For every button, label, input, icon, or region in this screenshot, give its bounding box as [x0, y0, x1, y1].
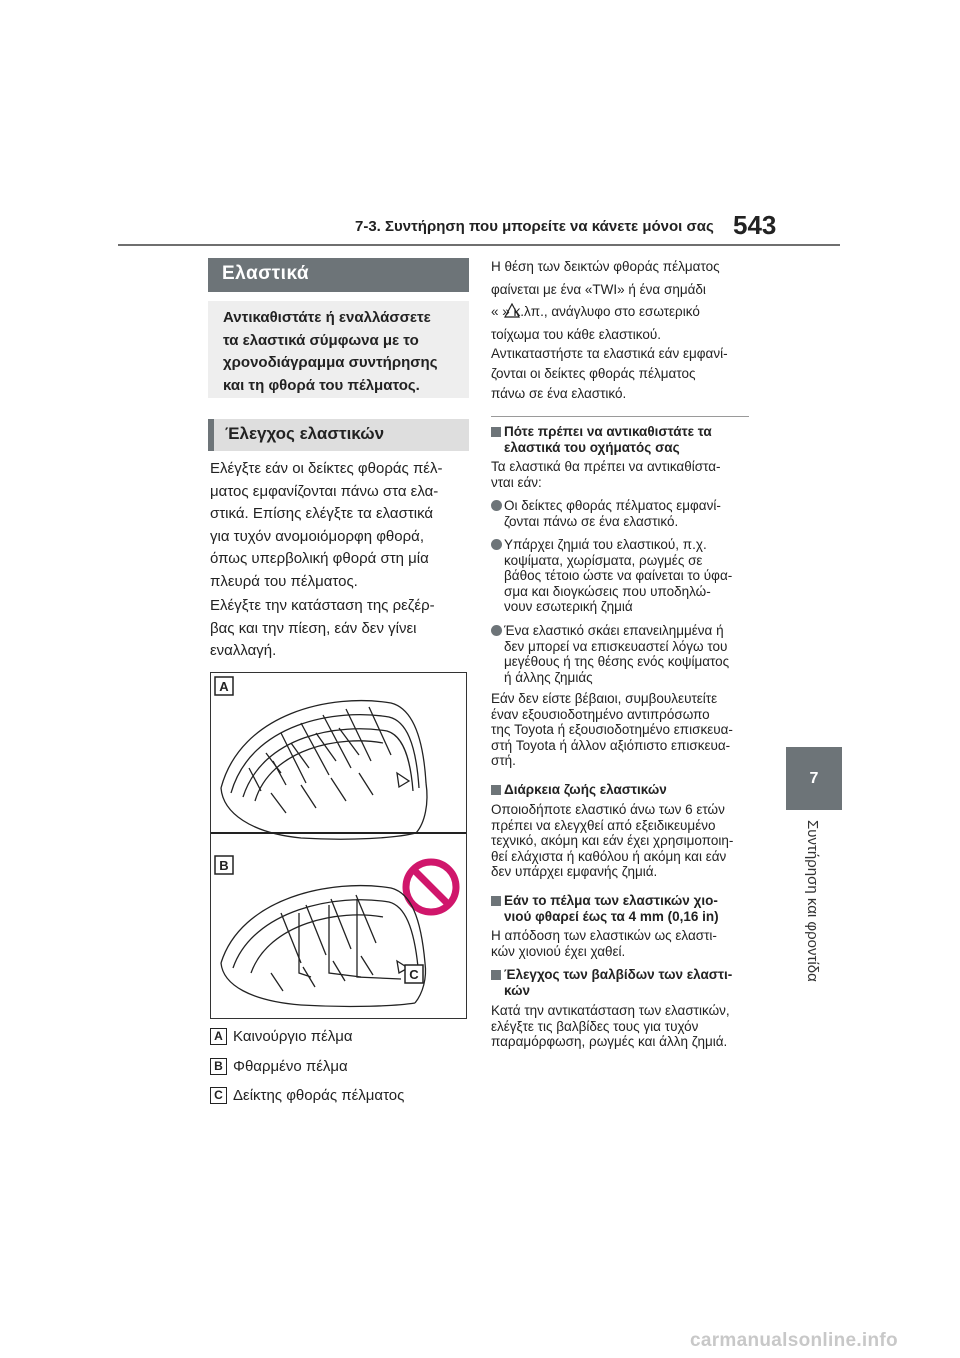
chapter-tab: [786, 747, 842, 810]
snow-tire-paragraph: [491, 928, 753, 959]
text-line: στή Toyota ή άλλον αξιόπιστο επισκευα-: [491, 737, 731, 753]
text-line: Η απόδοση των ελαστικών ως ελαστι-: [491, 928, 717, 943]
text-line: εναλλαγή.: [210, 642, 277, 659]
text-line: Ένα ελαστικό σκάει επανειλημμένα ή: [504, 623, 724, 638]
round-bullet-icon: [491, 625, 502, 636]
indicator-intro: [491, 257, 753, 403]
text-line: Οι δείκτες φθοράς πέλματος εμφανί-: [504, 498, 721, 513]
chapter-label: [797, 820, 831, 1010]
summary-line: χρονοδιάγραμμα συντήρησης: [223, 354, 438, 371]
header-divider: [118, 244, 840, 246]
text-line: ή άλλης ζημιάς: [504, 669, 593, 685]
text-line: παραμόρφωση, ρωγμές και άλλη ζημιά.: [491, 1034, 728, 1049]
text-line: βας και την πίεση, εάν δεν γίνει: [210, 619, 417, 637]
text-line: ελέγξτε τις βαλβίδες τους για τυχόν: [491, 1018, 699, 1034]
round-bullet-icon: [491, 539, 502, 550]
heading-line: Πότε πρέπει να αντικαθιστάτε τα: [504, 424, 712, 439]
heading-line: Έλεγχος των βαλβίδων των ελαστι-: [504, 967, 733, 982]
text-line: της Toyota ή εξουσιοδοτημένο επισκευα-: [491, 722, 733, 737]
text-line: πρέπει να ελεγχθεί από εξειδικευμένο: [491, 817, 716, 833]
text-line: Η θέση των δεικτών φθοράς πέλματος: [491, 259, 720, 274]
legend-letter: B: [210, 1058, 227, 1075]
text-line: πλευρά του πέλματος.: [210, 572, 358, 590]
label-a: A: [219, 679, 229, 694]
valve-check-paragraph: [491, 1003, 753, 1050]
prohibited-icon: [406, 862, 456, 912]
tire-life-paragraph: [491, 802, 753, 880]
text-line: Ελέγξτε την κατάσταση της ρεζέρ-: [210, 597, 435, 614]
summary-line: τα ελαστικά σύμφωνα με το: [223, 331, 419, 349]
text-line: σμα και διογκώσεις που υποδηλώ-: [504, 583, 711, 599]
text-line: έναν εξουσιοδοτημένο αντιπρόσωπο: [491, 706, 710, 722]
text-line: Εάν δεν είστε βέβαιοι, συμβουλευτείτε: [491, 691, 718, 706]
unsure-paragraph: [491, 691, 753, 769]
text-line: ζονται οι δείκτες φθοράς πέλματος: [491, 365, 696, 381]
label-c: C: [409, 967, 419, 982]
spare-paragraph: [210, 595, 472, 663]
text-line: κών χιονιού έχει χαθεί.: [491, 943, 626, 959]
text-line-with-mark: [491, 302, 753, 322]
legend-letter: C: [210, 1087, 227, 1104]
text-line: στικά. Επίσης ελέγξτε τα ελαστικά: [210, 505, 434, 522]
summary-line: και τη φθορά του πέλματος.: [223, 376, 420, 394]
chapter-label-text: Συντήρηση και φροντίδα: [804, 820, 821, 982]
bullet-item: [491, 623, 756, 685]
watermark: carmanualsonline.info: [690, 1330, 898, 1351]
text-line: στή.: [491, 753, 516, 768]
bullet-item: [491, 537, 756, 615]
tire-life-heading: [491, 782, 756, 798]
bullet-item: [491, 498, 756, 529]
text-line: θεί ελάχιστα ή καθόλου ή ακόμη και εάν: [491, 848, 727, 864]
heading-line: Εάν το πέλμα των ελαστικών χιο-: [504, 893, 718, 908]
text-line: νται εάν:: [491, 474, 542, 490]
text-line: για τυχόν ανομοιόμορφη φθορά,: [210, 527, 424, 545]
text-line: Αντικαταστήστε τα ελαστικά εάν εμφανί-: [491, 346, 728, 362]
legend-text: Δείκτης φθοράς πέλματος: [233, 1087, 405, 1104]
text-line: Οποιοδήποτε ελαστικό άνω των 6 ετών: [491, 802, 725, 817]
tread-drawing: [211, 673, 466, 1018]
valve-check-heading: [491, 967, 756, 999]
text-line: Υπάρχει ζημιά του ελαστικού, π.χ.: [504, 537, 707, 552]
legend-item-a: [210, 1028, 353, 1045]
text-line: ματος εμφανίζονται πάνω στα ελα-: [210, 482, 439, 500]
new-tire-drawing: [221, 701, 427, 840]
square-bullet-icon: [491, 896, 501, 906]
summary-box: [208, 301, 469, 398]
tread-illustration: [210, 672, 467, 1019]
triangle-mark-icon: [504, 303, 520, 319]
text-line: νουν εσωτερική ζημιά: [504, 599, 633, 614]
heading-line: ελαστικά του οχήματός σας: [504, 440, 680, 455]
legend-text: Καινούργιο πέλμα: [233, 1028, 353, 1045]
legend-item-c: [210, 1087, 404, 1104]
text-line: δεν μπορεί να επισκευαστεί λόγω του: [504, 638, 728, 654]
text-line: Κατά την αντικατάσταση των ελαστικών,: [491, 1003, 730, 1018]
text-line: φαίνεται με ένα «TWI» ή ένα σημάδι: [491, 281, 706, 297]
page-number: 543: [733, 210, 777, 240]
label-b: B: [219, 858, 229, 873]
twi-marker-a: [397, 773, 409, 787]
text-line: βάθος τέτοιο ώστε να φαίνεται το ύφα-: [504, 568, 733, 583]
text-line: Ελέγξτε εάν οι δείκτες φθοράς πέλ-: [210, 460, 443, 477]
text-line: δεν υπάρχει εμφανής ζημιά.: [491, 864, 658, 879]
chapter-number: 7: [809, 769, 819, 787]
summary-line: Αντικαθιστάτε ή εναλλάσσετε: [223, 309, 431, 326]
round-bullet-icon: [491, 500, 502, 511]
tires-heading: Ελαστικά: [208, 258, 469, 292]
section-title: 7-3. Συντήρηση που μπορείτε να κάνετε μόνοι σας: [355, 218, 714, 235]
check-paragraph: [210, 458, 472, 593]
legend-text: Φθαρμένο πέλμα: [233, 1058, 348, 1075]
text-line: τοίχωμα του κάθε ελαστικού.: [491, 326, 661, 342]
text-line: τεχνικό, ακόμη και εάν έχει χρησιμοποιη-: [491, 833, 734, 848]
tire-check-heading: Έλεγχος ελαστικών: [208, 419, 469, 451]
text-line: κοψίματα, χωρίσματα, ρωγμές σε: [504, 552, 703, 568]
square-bullet-icon: [491, 970, 501, 980]
square-bullet-icon: [491, 785, 501, 795]
when-intro: [491, 459, 753, 490]
text-line: πάνω σε ένα ελαστικό.: [491, 385, 627, 401]
square-bullet-icon: [491, 427, 501, 437]
text-line: ζονται πάνω σε ένα ελαστικό.: [504, 513, 679, 529]
when-replace-heading: [491, 424, 756, 456]
heading-line: κών: [504, 983, 530, 998]
worn-tire-drawing: [221, 886, 426, 1007]
heading-line: Διάρκεια ζωής ελαστικών: [504, 782, 667, 797]
wear-indicator-callout: [299, 899, 408, 979]
legend-letter: A: [210, 1028, 227, 1045]
legend-item-b: [210, 1058, 348, 1075]
heading-line: νιού φθαρεί έως τα 4 mm (0,16 in): [504, 909, 719, 924]
text-line: όπως υπερβολική φθορά στη μία: [210, 550, 429, 567]
text-line: Τα ελαστικά θα πρέπει να αντικαθίστα-: [491, 459, 721, 474]
snow-tire-heading: [491, 893, 756, 925]
text-line: « » κ.λπ., ανάγλυφο στο εσωτερικό: [491, 304, 700, 320]
section-divider: [491, 416, 749, 417]
text-line: μεγέθους ή της θέσης ενός κοψίματος: [504, 654, 730, 669]
